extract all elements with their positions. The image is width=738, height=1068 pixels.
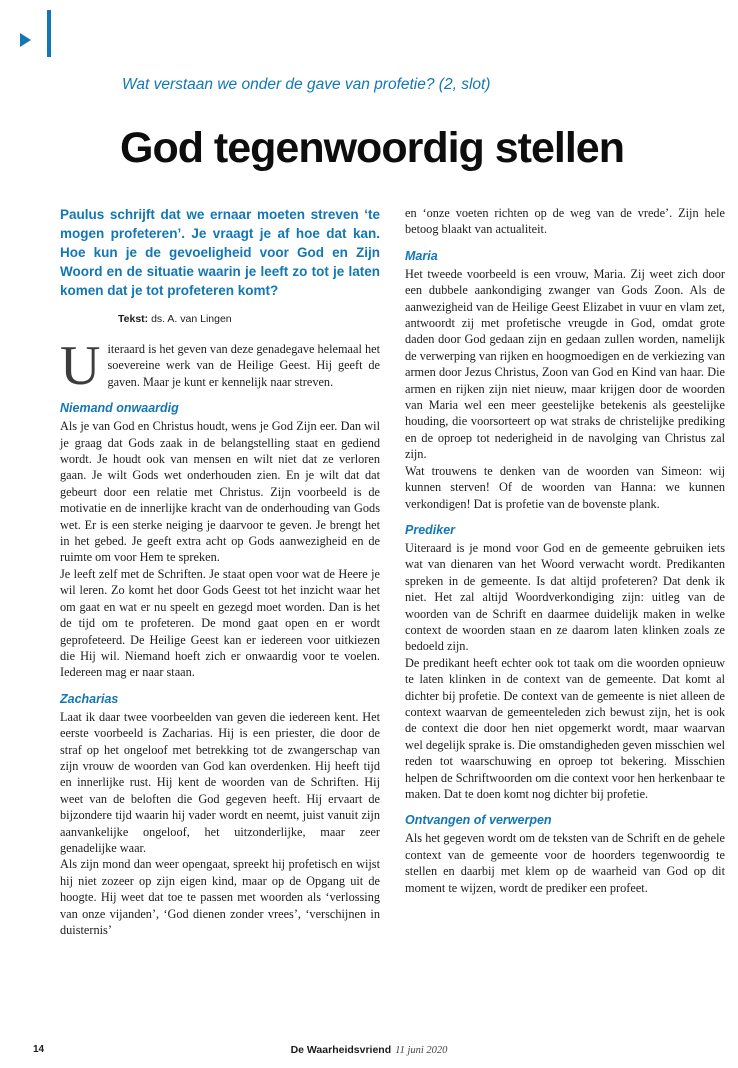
- paragraph: Je leeft zelf met de Schriften. Je staat open voor wat de Heere je wil leren. Zo komt het door Gods Geest tot het inzicht waar het om gaat en wat er nu speelt en gezegd moet worden. Dan is het de tijd om te profeteren. De mond gaat open en er wordt geprofeteerd. De Heilige Geest kan er iedereen voor uitkiezen die Hij wil. Niemand hoeft zich er onwaardig voor te voelen. Iedereen mag er naar staan.: [60, 566, 380, 680]
- footer-brand: De Waarheidsvriend: [290, 1044, 392, 1056]
- paragraph: Als je van God en Christus houdt, wens je God Zijn eer. Dan wil je graag dat Gods zaak in de belangstelling staat en gediend wordt. Je houdt ook van mensen en wilt niet dat ze verloren gaan. Je wilt Gods wet onderhouden zien. En je wilt dat dat gebeurt door een relatie met Christus. Zijn voorbeeld is de motivatie en de innerlijke kracht van de onderhouding van Gods wet. Er is een sterke neiging je daarvoor te geven. Je brengt het in het gebed. Je geeft extra acht op Gods aanwezigheid en de ruimte om voor Hem te spreken.: [60, 419, 380, 565]
- section-heading-niemand-onwaardig: Niemand onwaardig: [60, 401, 179, 416]
- accent-bar: [47, 10, 51, 57]
- play-triangle-icon: [20, 33, 31, 47]
- paragraph: Als zijn mond dan weer opengaat, spreekt hij profetisch en wijst hij niet zozeer op zijn eigen kind, maar op de Opgang uit de hoogte. Hij weet dat toe te passen met woorden als ‘verlossing van onze vijanden’, ‘God dienen zonder vrees’, ‘verschijnen in duisternis’: [60, 857, 380, 937]
- footer-page-number: 14: [33, 1044, 45, 1055]
- article-kicker: Wat verstaan we onder de gave van profetie? (2, slot): [122, 76, 491, 93]
- section-heading-zacharias: Zacharias: [60, 691, 119, 706]
- paragraph: De predikant heeft echter ook tot taak om die woorden opnieuw te laten klinken in de context van de gemeente. Dat komt al dichter bij profetie. De context van de gemeente is niet alleen de context waarvan de gemeenteleden zich bewust zijn, het is ook de context die door hen niet opgemerkt wordt, maar waarvan wel degelijk sprake is. Die omstandigheden geven misschien wel reden tot waarschuwing en oproep tot bekering. Misschien helpen de Schriftwoorden om die context voor hen herkenbaar te maken. Dat te doen komt nog dichter bij profetie.: [405, 655, 725, 801]
- opening-text: iteraard is het geven van deze genadegave helemaal het soevereine werk van de Heilige Geest. Hij geeft de gaven. Maar je kunt er kennelijk naar streven.: [107, 342, 380, 389]
- section-heading-maria: Maria: [405, 248, 438, 263]
- paragraph: Laat ik daar twee voorbeelden van geven die iedereen kent. Het eerste voorbeeld is Zacharias. Hij is een priester, die door de straf op het ongeloof met betrekking tot de zwangerschap van zijn vrouw de woorden van God kan overdenken. Hij heeft tijd en innerlijke rust. Hij kent de woorden van de Schriften. Hij weet van de beloften die God gegeven heeft. Hij ervaart de bijzondere tijd waarin hij vader wordt en neemt, juist vanuit zijn aanvankelijke ongeloof, het uitzonderlijke, maar zeer genadelijke waar.: [60, 709, 380, 855]
- opening-paragraph: [60, 335, 380, 397]
- dropcap: U: [60, 335, 101, 397]
- section-heading-ontvangen-of-verwerpen: Ontvangen of verwerpen: [405, 813, 552, 828]
- column-left: [60, 205, 380, 938]
- footer: [0, 1044, 738, 1056]
- column-right: [405, 205, 725, 938]
- article-body: [60, 205, 725, 938]
- paragraph: en ‘onze voeten richten op de weg van de vrede’. Zijn hele betoog blaakt van actualiteit.: [405, 206, 725, 237]
- section-heading-prediker: Prediker: [405, 522, 456, 537]
- paragraph: Wat trouwens te denken van de woorden van Simeon: wij kunnen sterven! Of de woorden van Hanna: we kunnen verkondigen! Dat is profetie van de bovenste plank.: [405, 463, 725, 511]
- footer-date: 11 juni 2020: [395, 1045, 448, 1056]
- paragraph: Als het gegeven wordt om de teksten van de Schrift en de gehele context van de gemeente voor de hoorders tegenwoordig te stellen en daarbij met klem op de waarheid van God op dit moment te wijzen, wordt de prediker een profeet.: [405, 831, 725, 895]
- article-intro: Paulus schrijft dat we ernaar moeten streven ‘te mogen profeteren’. Je vraagt je af hoe dat kan. Hoe kun je de gevoeligheid voor God en Zijn Woord en de situatie waarin je leeft zo tot je laten komen dat je tot profeteren komt?: [60, 207, 380, 298]
- byline-label: Tekst:: [118, 313, 149, 325]
- byline: [118, 313, 380, 325]
- article-title: God tegenwoordig stellen: [120, 124, 624, 172]
- byline-name: ds. A. van Lingen: [148, 313, 232, 325]
- paragraph: Uiteraard is je mond voor God en de gemeente gebruiken iets wat van dienaren van het Woord verwacht wordt. Predikanten spreken in de gemeente. Is dat altijd profeteren? Dat denk ik niet. Het zal altijd Woordverkondiging zijn: uitleg van de woorden van de Schrift en daarmee duidelijk maken in welke context de woorden staan en ze daarom laten klinken zoals ze bedoeld zijn.: [405, 540, 725, 654]
- paragraph: Het tweede voorbeeld is een vrouw, Maria. Zij weet zich door een dubbele aankondiging zwanger van Gods Zoon. Als de aanwezigheid van de Heilige Geest Elizabet in vuur en vlam zet, antwoordt zij met profetische vreugde in God, omdat grote daden door God gedaan zijn en gedaan zullen worden, namelijk de verwerping van rijken en hoogmoedigen en de verkiezing van armen door Jezus Christus, Zoon van God en Kind van haar. Die armen en rijken zijn niet nieuw, maar krijgen door de woorden van Maria wel een meer geestelijke betekenis als geestelijke houding, die voorsorteert op wat straks de christelijke prediking en de oproep tot nederigheid in de navolging van Christus zal zijn.: [405, 266, 725, 462]
